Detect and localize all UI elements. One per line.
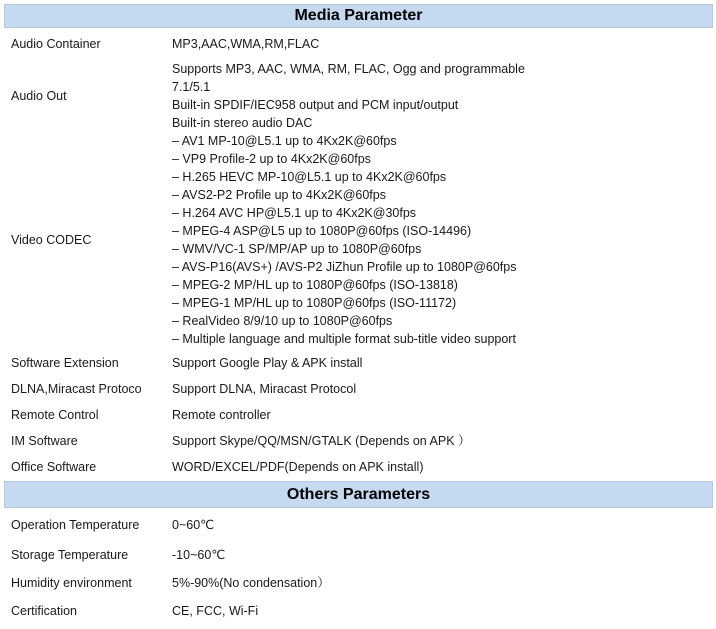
spec-value-line: – Multiple language and multiple format sub-title video support (172, 332, 516, 346)
spec-value-line: -10~60℃ (172, 548, 226, 562)
spec-value-line: 0~60℃ (172, 518, 215, 532)
spec-label: Office Software (11, 460, 97, 474)
media-parameter-header: Media Parameter (4, 4, 713, 28)
spec-value-line: – MPEG-2 MP/HL up to 1080P@60fps (ISO-13818) (172, 278, 458, 292)
spec-value (172, 602, 258, 620)
spec-label: Audio Container (11, 37, 101, 51)
spec-value-line: – H.265 HEVC MP-10@L5.1 up to 4Kx2K@60fps (172, 170, 447, 184)
spec-value (172, 458, 423, 476)
spec-value-line: – WMV/VC-1 SP/MP/AP up to 1080P@60fps (172, 242, 422, 256)
spec-value-line: – AVS2-P2 Profile up to 4Kx2K@60fps (172, 188, 386, 202)
spec-value-line: – AV1 MP-10@L5.1 up to 4Kx2K@60fps (172, 134, 397, 148)
spec-value-line: Built-in stereo audio DAC (172, 116, 313, 130)
spec-value-line: MP3,AAC,WMA,RM,FLAC (172, 37, 320, 51)
spec-row-remote-control (0, 406, 716, 424)
spec-row-audio-container (0, 35, 716, 53)
spec-value-line: Built-in SPDIF/IEC958 output and PCM input/output (172, 98, 459, 112)
spec-value (172, 546, 225, 564)
spec-label: Certification (11, 604, 77, 618)
spec-value-line: – MPEG-1 MP/HL up to 1080P@60fps (ISO-11172) (172, 296, 457, 310)
spec-value-line: – VP9 Profile-2 up to 4Kx2K@60fps (172, 152, 371, 166)
spec-value (172, 35, 319, 53)
spec-value-line: WORD/EXCEL/PDF(Depends on APK install) (172, 460, 424, 474)
spec-value-line: Support Google Play & APK install (172, 356, 363, 370)
spec-value (172, 406, 271, 424)
spec-value-line: – AVS-P16(AVS+) /AVS-P2 JiZhun Profile up to 1080P@60fps (172, 260, 517, 274)
spec-value (172, 132, 516, 348)
spec-value-line: – RealVideo 8/9/10 up to 1080P@60fps (172, 314, 393, 328)
spec-label: Storage Temperature (11, 548, 129, 562)
spec-value-line: 5%-90%(No condensation） (172, 576, 330, 590)
spec-label: Software Extension (11, 356, 119, 370)
spec-label: IM Software (11, 434, 78, 448)
spec-value (172, 574, 330, 592)
spec-value-line: Support DLNA, Miracast Protocol (172, 382, 357, 396)
spec-row-dlna-miracast (0, 380, 716, 398)
others-parameters-header: Others Parameters (4, 481, 713, 508)
spec-row-audio-out (0, 60, 716, 132)
spec-value-line: – H.264 AVC HP@L5.1 up to 4Kx2K@30fps (172, 206, 417, 220)
spec-row-video-codec (0, 132, 716, 348)
spec-value (172, 60, 525, 132)
spec-value (172, 380, 356, 398)
spec-value (172, 516, 214, 534)
spec-row-im-software (0, 432, 716, 450)
spec-row-office-software (0, 458, 716, 476)
spec-row-certification (0, 602, 716, 620)
spec-value-line: Supports MP3, AAC, WMA, RM, FLAC, Ogg and programmable (172, 62, 525, 76)
spec-row-humidity (0, 574, 716, 592)
spec-value-line: 7.1/5.1 (172, 80, 211, 94)
spec-label: Audio Out (11, 89, 67, 103)
spec-value-line: Support Skype/QQ/MSN/GTALK (Depends on APK ） (172, 434, 471, 448)
spec-row-operation-temperature (0, 516, 716, 534)
spec-value-line: – MPEG-4 ASP@L5 up to 1080P@60fps (ISO-14496) (172, 224, 472, 238)
spec-label: Video CODEC (11, 233, 92, 247)
spec-row-software-extension (0, 354, 716, 372)
spec-value-line: CE, FCC, Wi-Fi (172, 604, 259, 618)
spec-label: Remote Control (11, 408, 99, 422)
spec-value-line: Remote controller (172, 408, 271, 422)
spec-value (172, 354, 362, 372)
spec-label: Operation Temperature (11, 518, 140, 532)
spec-label: Humidity environment (11, 576, 132, 590)
spec-value (172, 432, 471, 450)
spec-row-storage-temperature (0, 546, 716, 564)
spec-label: DLNA,Miracast Protoco (11, 382, 142, 396)
